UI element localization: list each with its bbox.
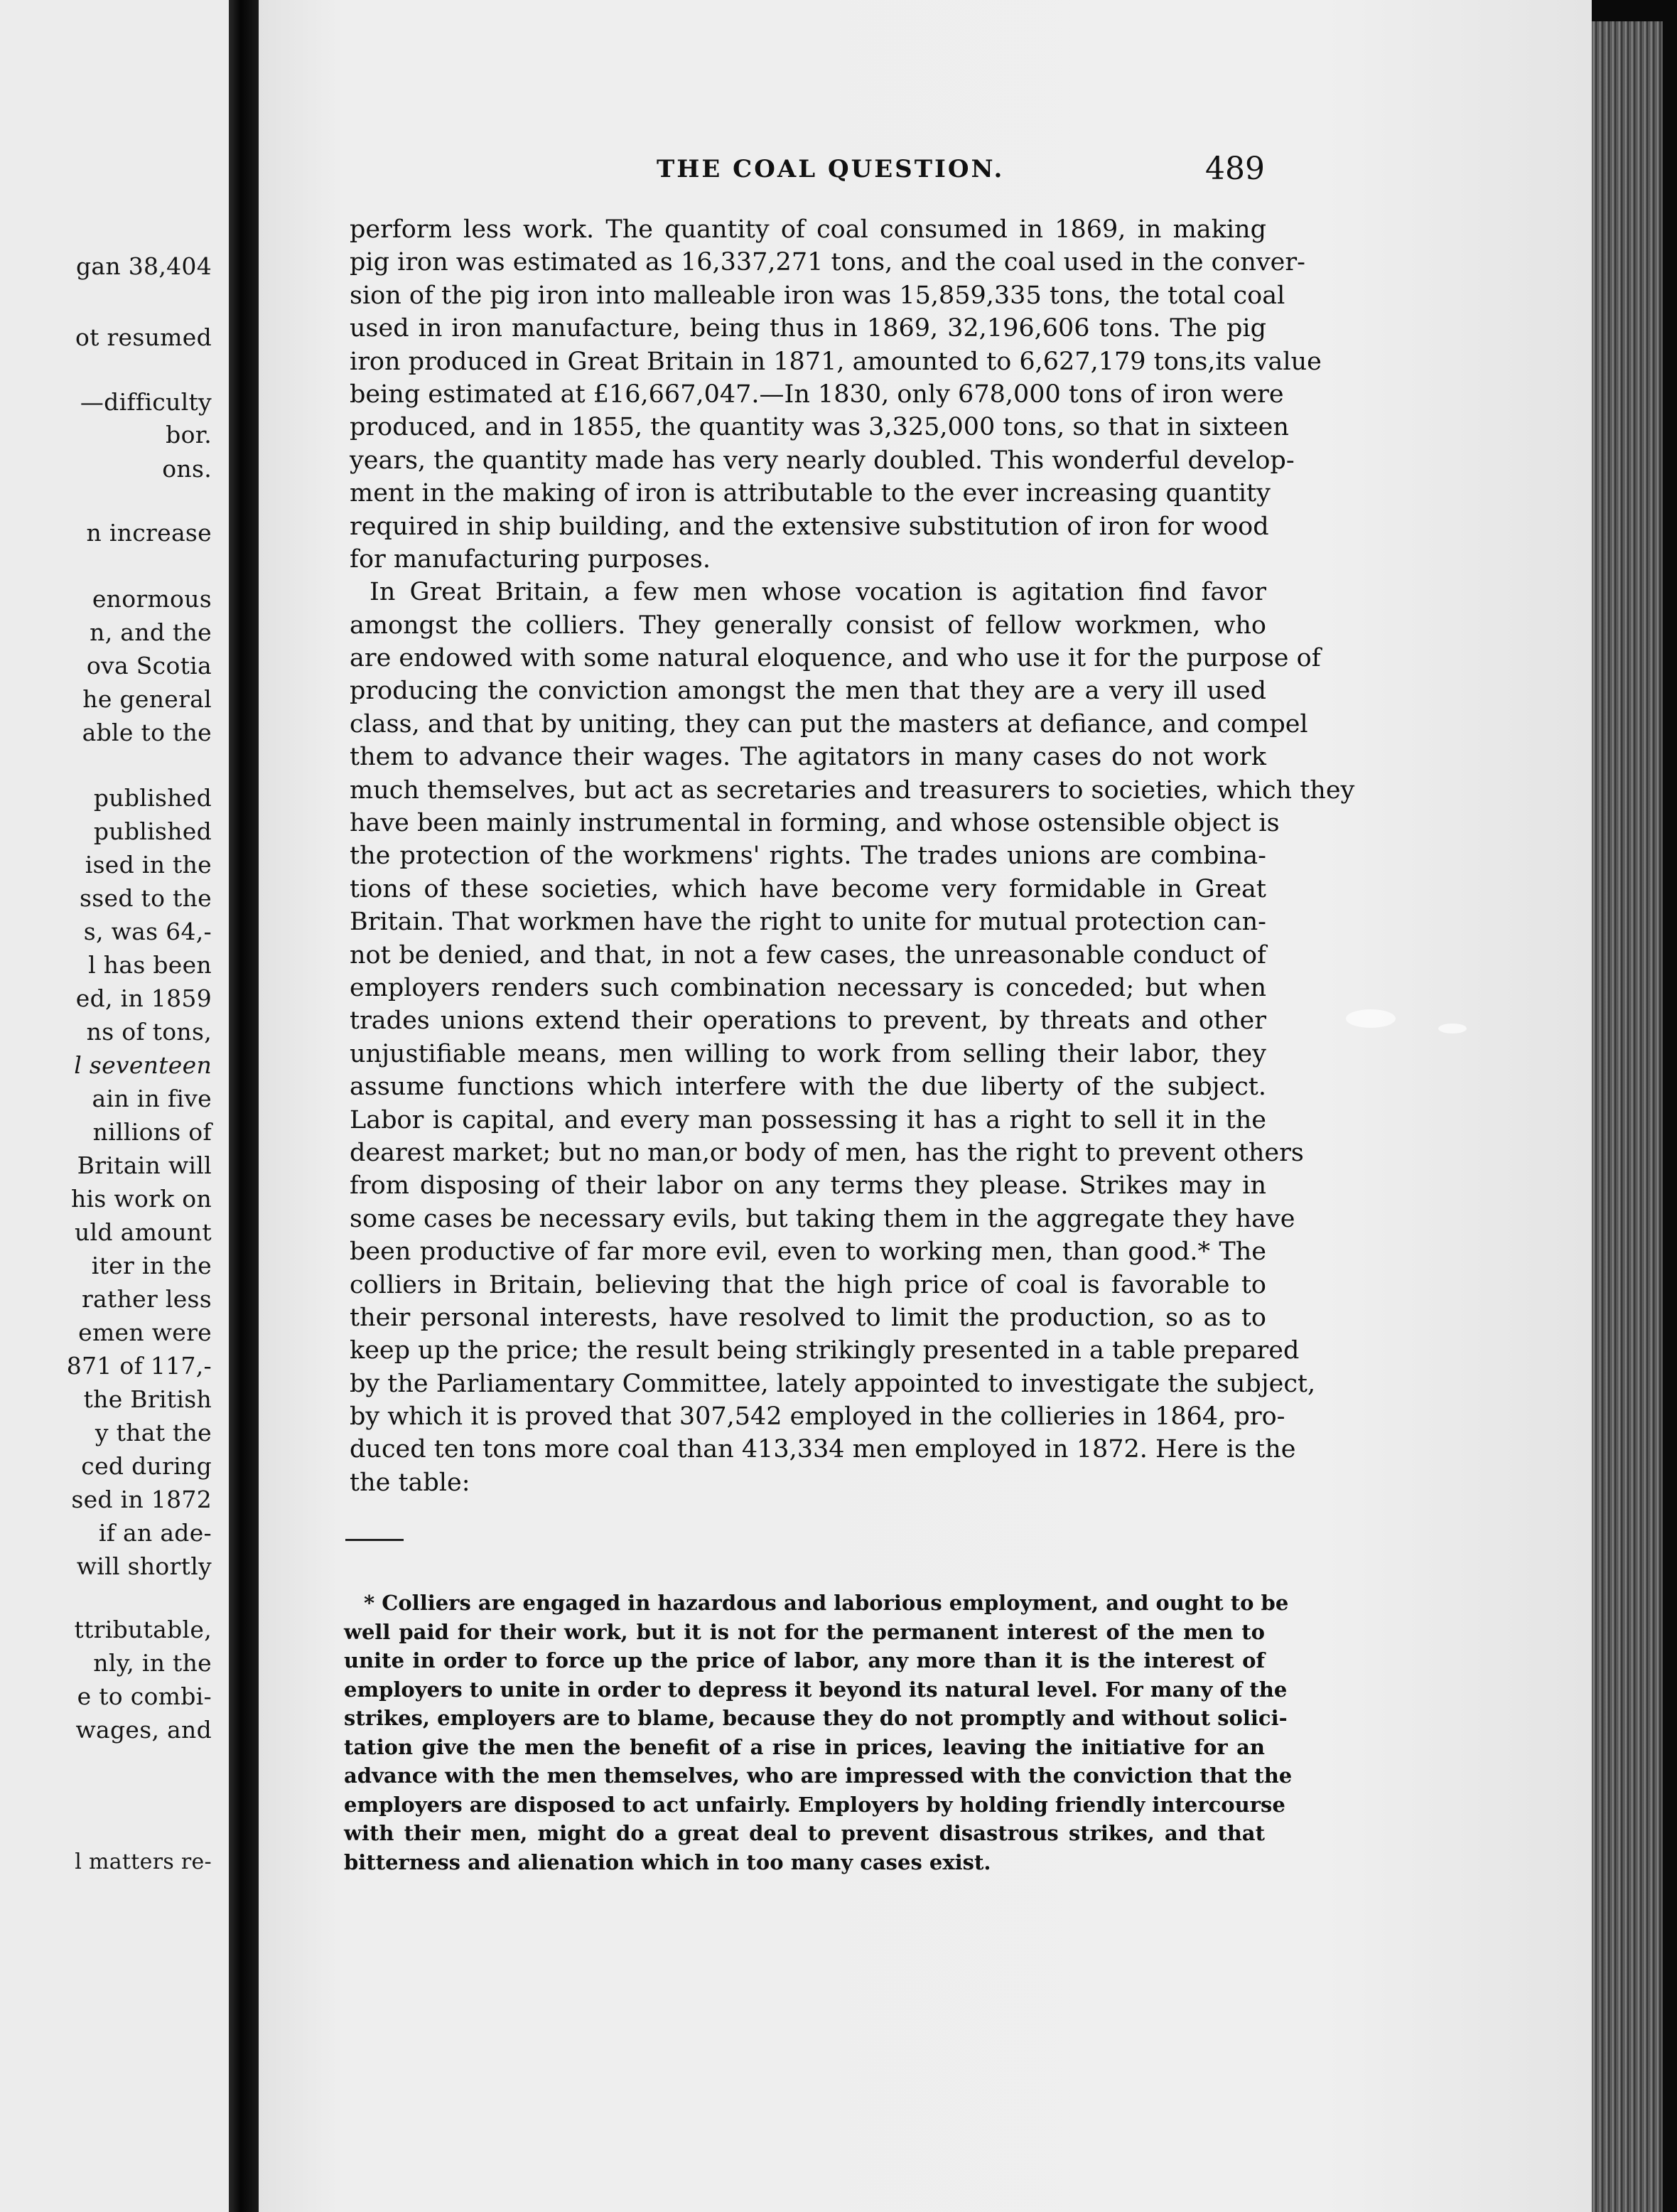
left-page-fragment: rather less — [81, 1285, 212, 1313]
left-page-fragment: —difficulty — [80, 388, 212, 416]
text-line: perform less work. The quantity of coal consumed in 1869, in making — [350, 215, 1266, 244]
left-page-fragment: the British — [83, 1385, 212, 1413]
text-line: the protection of the workmens' rights. The trades unions are combina- — [350, 842, 1266, 871]
left-page-fragment: 871 of 117,- — [66, 1352, 212, 1380]
text-line: In Great Britain, a few men whose vocation is agitation find favor — [370, 578, 1266, 607]
text-line: much themselves, but act as secretaries and treasurers to societies, which they — [350, 775, 1355, 805]
text-line: been productive of far more evil, even to working men, than good.* The — [350, 1237, 1266, 1267]
footnote-line: with their men, might do a great deal to prevent disastrous strikes, and that — [344, 1821, 1265, 1845]
text-line: Britain. That workmen have the right to unite for mutual protection can- — [350, 908, 1266, 937]
text-line: being estimated at £16,667,047.—In 1830, only 678,000 tons of iron were — [350, 380, 1284, 409]
left-page-fragment: ain in five — [92, 1085, 212, 1112]
left-page-fragment: e to combi- — [77, 1682, 212, 1710]
footnote-line: unite in order to force up the price of labor, any more than it is the interest of — [344, 1648, 1265, 1673]
scan-speck — [1346, 1009, 1396, 1028]
left-page-fragment: n increase — [86, 519, 212, 547]
text-line: are endowed with some natural eloquence, and who use it for the purpose of — [350, 644, 1321, 673]
text-line: pig iron was estimated as 16,337,271 tons, and the coal used in the conver- — [350, 248, 1305, 277]
left-page-fragment: n, and the — [90, 618, 212, 646]
left-page-fragment: nillions of — [92, 1118, 212, 1146]
left-page-fragment: y that the — [95, 1419, 212, 1446]
left-page-fragment: ttributable, — [74, 1616, 212, 1643]
footnote-line: employers to unite in order to depress it beyond its natural level. For many of the — [344, 1677, 1288, 1702]
text-line: employers renders such combination necessary is conceded; but when — [350, 973, 1266, 1002]
left-page-fragment: enormous — [92, 585, 212, 613]
text-line: required in ship building, and the extensive substitution of iron for wood — [350, 512, 1269, 541]
left-page-fragment: emen were — [78, 1319, 212, 1346]
footnote-line: strikes, employers are to blame, because they do not promptly and without solici- — [344, 1706, 1288, 1730]
text-line: Labor is capital, and every man possessing it has a right to sell it in the — [350, 1105, 1266, 1134]
left-page-fragment: uld amount — [74, 1218, 212, 1246]
text-line: producing the conviction amongst the men that they are a very ill used — [350, 677, 1266, 706]
footnote-line: employers are disposed to act unfairly. Employers by holding friendly intercourse — [344, 1792, 1285, 1817]
text-line: amongst the colliers. They generally consist of fellow workmen, who — [350, 611, 1266, 640]
left-page-fragment: gan 38,404 — [75, 252, 212, 280]
text-line: by which it is proved that 307,542 employed in the collieries in 1864, pro- — [350, 1402, 1285, 1432]
left-page-fragment: ed, in 1859 — [75, 984, 212, 1012]
text-line: from disposing of their labor on any terms they please. Strikes may in — [350, 1171, 1266, 1201]
text-line: tions of these societies, which have become very formidable in Great — [350, 874, 1266, 903]
running-title: THE COAL QUESTION. — [657, 155, 1005, 183]
left-page-fragment: wages, and — [75, 1716, 212, 1744]
footnote-line: bitterness and alienation which in too many cases exist. — [344, 1849, 991, 1874]
left-page-fragment: nly, in the — [93, 1649, 212, 1677]
left-page-fragment: iter in the — [91, 1252, 212, 1279]
left-page-fragment: able to the — [82, 719, 212, 746]
footnote-line: well paid for their work, but it is not for the permanent interest of the men to — [344, 1619, 1265, 1644]
footnote-line: tation give the men the benefit of a rise in prices, leaving the initiative for an — [344, 1734, 1265, 1759]
left-page-fragment: his work on — [70, 1185, 212, 1213]
left-page-fragment: ssed to the — [80, 884, 212, 912]
text-line: unjustifiable means, men willing to work from selling their labor, they — [350, 1039, 1266, 1068]
text-line: years, the quantity made has very nearly doubled. This wonderful develop- — [350, 446, 1295, 475]
left-page-fragment: will shortly — [76, 1552, 212, 1580]
left-page-fragment: Britain will — [77, 1151, 212, 1179]
left-page-fragment: ova Scotia — [86, 652, 212, 680]
text-line: have been mainly instrumental in forming, and whose ostensible object is — [350, 809, 1280, 838]
text-line: some cases be necessary evils, but taking them in the aggregate they have — [350, 1204, 1295, 1233]
text-line: them to advance their wages. The agitators in many cases do not work — [350, 743, 1266, 772]
right-page — [259, 0, 1592, 2212]
left-page-fragment: ised in the — [85, 851, 212, 879]
left-page-fragment: l has been — [88, 951, 212, 979]
text-line: ment in the making of iron is attributable to the ever increasing quantity — [350, 479, 1271, 508]
footnote — [344, 1589, 1293, 1877]
footnote-line: advance with the men themselves, who are impressed with the conviction that the — [344, 1763, 1293, 1788]
left-page-fragment: l matters re- — [75, 1849, 212, 1874]
text-line: sion of the pig iron into malleable iron was 15,859,335 tons, the total coal — [350, 281, 1285, 310]
text-line: trades unions extend their operations to prevent, by threats and other — [350, 1006, 1266, 1036]
footnote-rule — [345, 1539, 404, 1541]
left-page-fragment: if an ade- — [98, 1519, 212, 1547]
text-line: class, and that by uniting, they can put the masters at defiance, and compel — [350, 709, 1308, 739]
left-page-fragment: ons. — [162, 455, 212, 483]
text-line: by the Parliamentary Committee, lately appointed to investigate the subject, — [350, 1369, 1316, 1398]
left-page-fragment: published — [93, 784, 212, 812]
left-page — [0, 0, 229, 2212]
left-page-fragment: ot resumed — [75, 323, 212, 351]
text-line: dearest market; but no man,or body of men, has the right to prevent others — [350, 1138, 1304, 1167]
text-line: used in iron manufacture, being thus in 1869, 32,196,606 tons. The pig — [350, 314, 1266, 343]
text-line: produced, and in 1855, the quantity was 3,325,000 tons, so that in sixteen — [350, 413, 1289, 442]
left-page-fragment: ns of tons, — [86, 1018, 212, 1046]
text-line: assume functions which interfere with the due liberty of the subject. — [350, 1073, 1266, 1102]
left-page-fragment: s, was 64,- — [83, 918, 212, 945]
page-edge — [1592, 21, 1663, 2212]
text-line: their personal interests, have resolved to limit the production, so as to — [350, 1303, 1266, 1332]
text-line: keep up the price; the result being strikingly presented in a table prepared — [350, 1336, 1300, 1365]
left-page-fragment: bor. — [166, 421, 212, 449]
left-page-fragment: sed in 1872 — [71, 1486, 212, 1513]
text-line: for manufacturing purposes. — [350, 544, 711, 574]
body-text — [350, 213, 1355, 1499]
page-header — [259, 151, 1592, 189]
text-line: the table: — [350, 1468, 470, 1497]
text-line: colliers in Britain, believing that the high price of coal is favorable to — [350, 1270, 1266, 1299]
left-page-fragment: published — [93, 817, 212, 845]
text-line: duced ten tons more coal than 413,334 men employed in 1872. Here is the — [350, 1435, 1296, 1464]
left-page-fragment: l seventeen — [74, 1051, 212, 1079]
book-gutter — [229, 0, 259, 2212]
text-line: iron produced in Great Britain in 1871, amounted to 6,627,179 tons,its value — [350, 347, 1322, 376]
footnote-line: * Colliers are engaged in hazardous and laborious employment, and ought to be — [364, 1591, 1289, 1615]
left-page-fragment: he general — [82, 685, 212, 713]
left-page-fragment: ced during — [81, 1452, 212, 1480]
text-line: not be denied, and that, in not a few cases, the unreasonable conduct of — [350, 940, 1266, 970]
scan-speck — [1438, 1024, 1467, 1033]
page-number: 489 — [1205, 151, 1265, 187]
